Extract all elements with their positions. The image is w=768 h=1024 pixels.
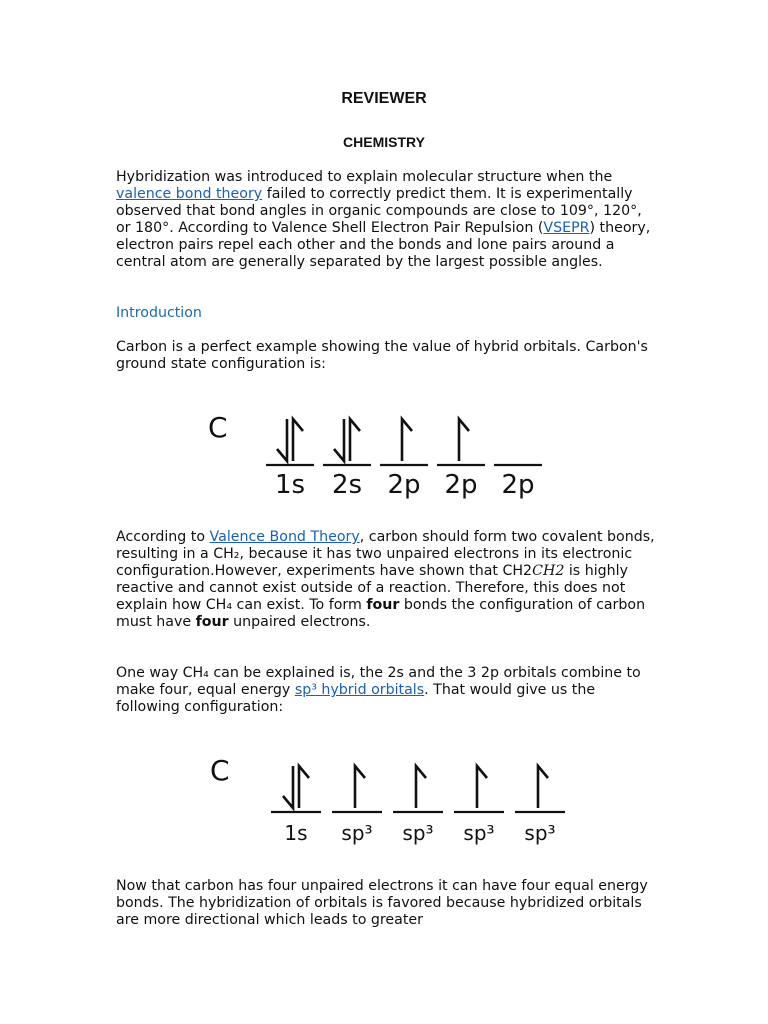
electron-down-arrow: [334, 419, 344, 461]
electron-up-arrow: [293, 419, 303, 461]
orbital-box: [437, 419, 485, 500]
bold-four: four: [366, 597, 400, 613]
orbital-box: [393, 766, 443, 845]
text-run: ) theory, electron pairs repel each other and the bonds and lone pairs around a central atom are generally separated by the largest possible angles.: [116, 220, 651, 270]
electron-up-arrow: [402, 419, 412, 461]
math-ch2: CH2: [532, 563, 565, 579]
orbital-label: 1s: [274, 470, 306, 500]
orbital-box: [454, 766, 504, 845]
orbital-label: 1s: [284, 821, 308, 845]
orbital-label: sp³: [402, 821, 434, 845]
electron-down-arrow: [283, 766, 293, 808]
text-run: . That would give us the following configuration:: [116, 682, 596, 715]
link-valence-bond-theory[interactable]: valence bond theory: [116, 186, 263, 202]
electron-up-arrow: [459, 419, 469, 461]
orbital-label: 2s: [331, 470, 363, 500]
ground-state-orbital-diagram: [200, 405, 560, 505]
text-run: One way CH₄ can be explained is, the 2s and the 3 2p orbitals combine to make four, equal energy: [116, 665, 641, 698]
text-run: is highly reactive and cannot exist outside of a reaction. Therefore, this does not explain how CH₄ can exist. To form: [116, 563, 628, 613]
electron-down-arrow: [277, 419, 287, 461]
link-valence-bond-theory-2[interactable]: Valence Bond Theory: [209, 529, 360, 545]
element-symbol: C: [208, 411, 228, 444]
electron-up-arrow: [355, 766, 365, 808]
orbital-box: [271, 766, 321, 845]
text-run: Hybridization was introduced to explain molecular structure when the: [116, 169, 613, 185]
text-run: unpaired electrons.: [228, 614, 371, 630]
orbital-label: sp³: [463, 821, 495, 845]
document-title: REVIEWER: [341, 90, 427, 107]
electron-up-arrow: [416, 766, 426, 808]
orbital-label: sp³: [341, 821, 373, 845]
orbital-box: [323, 419, 371, 500]
electron-up-arrow: [299, 766, 309, 808]
electron-up-arrow: [538, 766, 548, 808]
orbital-label: 2p: [387, 470, 421, 500]
paragraph-four-bonds: Now that carbon has four unpaired electrons it can have four equal energy bonds. The hybridization of orbitals is favored because hybridized orbitals are more directional which leads to greater: [116, 878, 648, 928]
electron-up-arrow: [477, 766, 487, 808]
orbital-label: 2p: [444, 470, 478, 500]
bold-four: four: [195, 614, 229, 630]
orbital-box: [332, 766, 382, 845]
orbital-label: sp³: [524, 821, 556, 845]
orbital-box: [515, 766, 565, 845]
text-run: According to: [116, 529, 210, 545]
text-run: , carbon should form two covalent bonds, resulting in a CH₂, because it has two unpaired electrons in its electronic configuration.However, experiments have shown that CH2: [116, 529, 655, 579]
orbital-label: 2p: [501, 470, 535, 500]
link-vsepr[interactable]: VSEPR: [543, 220, 590, 236]
orbital-box: [494, 465, 542, 500]
introduction-heading-text: Introduction: [116, 305, 202, 321]
orbital-box: [266, 419, 314, 500]
paragraph-valence-bond: [116, 529, 656, 631]
paragraph-carbon-example: Carbon is a perfect example showing the value of hybrid orbitals. Carbon's ground state configuration is:: [116, 339, 648, 372]
electron-up-arrow: [350, 419, 360, 461]
paragraph-sp3-explanation: [116, 665, 656, 716]
intro-heading: [116, 305, 656, 322]
text-run: failed to correctly predict them. It is experimentally observed that bond angles in organic compounds are close to 109°, 120°, or 180°. According to Valence Shell Electron Pair Repulsion (: [116, 186, 642, 236]
link-sp3-hybrid-orbitals[interactable]: sp³ hybrid orbitals: [294, 682, 425, 698]
hybridized-orbital-diagram: [200, 752, 570, 852]
text-run: bonds the configuration of carbon must have: [116, 597, 646, 630]
paragraph-hybridization: [116, 169, 656, 271]
element-symbol: C: [210, 754, 230, 787]
orbital-box: [380, 419, 428, 500]
document-subtitle: CHEMISTRY: [343, 134, 425, 150]
